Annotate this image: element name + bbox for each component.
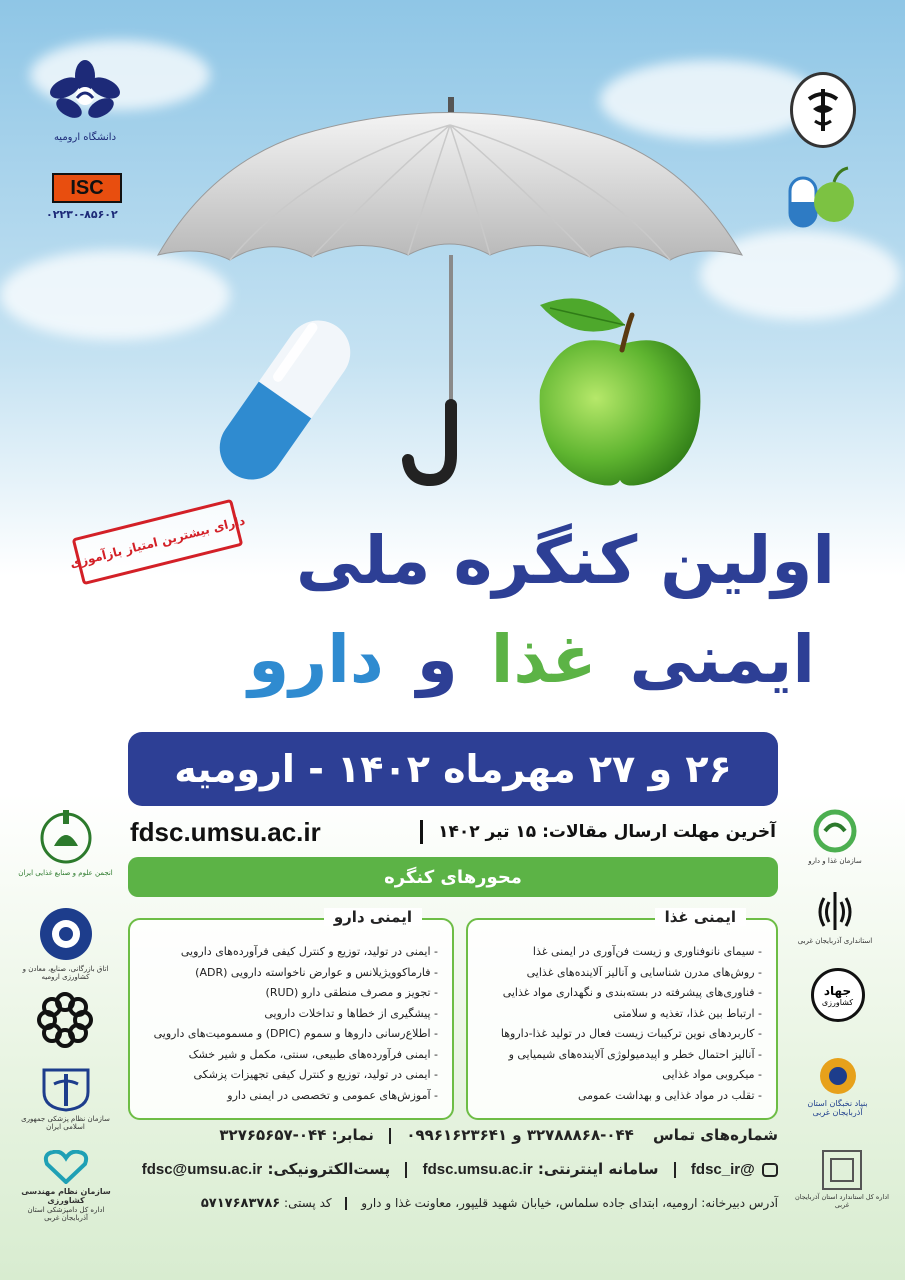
jihad-badge — [811, 968, 865, 1022]
left-caption-4: سازمان نظام پزشکی جمهوری اسلامی ایران — [21, 1115, 110, 1131]
list-item: - آموزش‌های عمومی و تخصصی در ایمنی دارو — [144, 1086, 438, 1107]
food-safety-box — [466, 908, 778, 1120]
contact-phones-row — [128, 1126, 778, 1144]
deadline-divider — [420, 820, 423, 844]
food-safety-list — [482, 942, 762, 1106]
list-item: - تقلب در مواد غذایی و بهداشت عمومی — [482, 1086, 762, 1107]
iran-emblem-icon — [812, 888, 858, 934]
right-caption-5: اداره کل استاندارد استان آذربایجان غربی — [795, 1193, 889, 1209]
stamp-text: دارای بیشترین امتیاز بازآموزی — [68, 513, 247, 571]
divider — [405, 1162, 407, 1178]
drug-safety-box — [128, 908, 454, 1120]
medical-council-emblem-icon — [40, 1066, 92, 1112]
list-item: - سیمای نانوفناوری و زیست فن‌آوری در ایمنی غذا — [482, 942, 762, 963]
drug-safety-list — [144, 942, 438, 1106]
right-caption-1: سازمان غذا و دارو — [808, 857, 862, 865]
list-item: - میکروبی مواد غذایی — [482, 1065, 762, 1086]
title-line2 — [248, 618, 815, 702]
title-word-and: و — [416, 621, 458, 698]
email-address[interactable]: fdsc@umsu.ac.ir — [141, 1161, 263, 1178]
list-item: - تجویز و مصرف منطقی دارو (RUD) — [144, 983, 438, 1004]
address-text: آدرس دبیرخانه: ارومیه، ابتدای جاده سلماس، خیابان شهید قلیپور، معاونت غذا و دارو — [361, 1196, 778, 1210]
list-item: - ارتباط بین غذا، تغذیه و سلامتی — [482, 1004, 762, 1025]
axes-title: محورهای کنگره — [384, 866, 522, 888]
list-item: - روش‌های مدرن شناسایی و آنالیز آلاینده‌های غذایی — [482, 963, 762, 984]
university-caption: دانشگاه ارومیه — [53, 132, 117, 143]
right-caption-2: استانداری آذربایجان غربی — [797, 937, 873, 945]
standard-office-logo — [792, 1150, 892, 1209]
list-item: - اطلاع‌رسانی داروها و سموم (DPIC) و مسمومیت‌های دارویی — [144, 1024, 438, 1045]
fax-number[interactable]: ۰۴۴-۳۲۷۶۵۶۵۷ — [219, 1126, 327, 1144]
fda-emblem-icon — [810, 808, 860, 854]
deadline-url[interactable]: fdsc.umsu.ac.ir — [130, 816, 321, 847]
right-caption-4: بنیاد نخبگان استان آذربایجان غربی — [807, 1099, 868, 1117]
list-item: - فناوری‌های پیشرفته در بسته‌بندی و نگهداری مواد غذایی — [482, 983, 762, 1004]
date-banner — [128, 732, 778, 806]
elite-emblem-icon — [818, 1056, 858, 1096]
postal-code: ۵۷۱۷۶۸۳۷۸۶ — [200, 1196, 281, 1211]
left-caption-2: اتاق بازرگانی، صنایع، معادن و کشاورزی ارومیه — [22, 965, 109, 981]
veterinary-logo — [14, 1150, 118, 1222]
chamber-emblem-icon — [38, 906, 94, 962]
standard-emblem-icon — [822, 1150, 862, 1190]
food-drug-icon — [786, 160, 856, 230]
agriculture-word: کشاورزی — [821, 997, 854, 1007]
chat-icon — [762, 1163, 778, 1177]
deadline-text: آخرین مهلت ارسال مقالات: ۱۵ تیر ۱۴۰۲ — [438, 822, 776, 842]
medical-university-logo — [790, 72, 856, 148]
list-item: - پیشگیری از خطاها و تداخلات دارویی — [144, 1004, 438, 1025]
heart-emblem-icon — [43, 1150, 89, 1184]
phone-numbers[interactable]: ۰۴۴-۳۲۷۸۸۸۶۸ و ۰۹۹۶۱۶۲۳۶۴۱ — [406, 1126, 634, 1144]
contact-address-row — [128, 1196, 778, 1211]
food-safety-title: ایمنی غذا — [655, 908, 746, 926]
left-caption-1: انجمن علوم و صنایع غذایی ایران — [18, 869, 113, 877]
phone-label: شماره‌های تماس — [653, 1126, 778, 1144]
left-caption-5a: سازمان نظام مهندسی کشاورزی — [21, 1187, 111, 1205]
divider — [389, 1128, 391, 1144]
contact-web-row — [128, 1160, 778, 1178]
title-line1: اولین کنگره ملی — [295, 522, 835, 599]
social-handle[interactable]: @fdsc_ir — [690, 1161, 755, 1178]
divider — [674, 1162, 676, 1178]
title-word-food: غذا — [490, 621, 597, 698]
list-item: - فارماکوویژیلانس و عوارض ناخواسته دارویی (ADR) — [144, 963, 438, 984]
list-item: - آنالیز احتمال خطر و اپیدمیولوژی آلاینده‌های شیمیایی و — [482, 1045, 762, 1066]
fax-label: نمابر: — [331, 1126, 374, 1144]
axes-banner — [128, 857, 778, 897]
food-drug-org-logo — [800, 808, 870, 865]
knot-logo — [30, 990, 100, 1050]
governorate-logo — [795, 888, 875, 945]
list-item: - کاربردهای نوین ترکیبات زیست فعال در تولید غذا-داروها — [482, 1024, 762, 1045]
deadline-row — [130, 815, 780, 849]
jihad-word: جهاد — [823, 983, 852, 998]
isc-badge — [52, 173, 122, 203]
drug-safety-title: ایمنی دارو — [324, 908, 422, 926]
title-word-drug: دارو — [248, 621, 384, 698]
elite-foundation-logo — [795, 1056, 880, 1117]
isc-code: ۰۲۲۳۰-۸۵۶۰۲ — [46, 208, 118, 221]
email-label: پست‌الکترونیکی: — [267, 1160, 391, 1178]
list-item: - ایمنی در تولید، توزیع و کنترل کیفی تجهیزات پزشکی — [144, 1065, 438, 1086]
apple-icon — [530, 290, 710, 490]
capsule-icon — [205, 310, 365, 490]
association-emblem-icon — [38, 806, 94, 866]
left-caption-5b: اداره کل دامپزشکی استان آذربایجان غربی — [27, 1206, 105, 1222]
list-item: - ایمنی فرآورده‌های طبیعی، سنتی، مکمل و شیر خشک — [144, 1045, 438, 1066]
postal-label: کد پستی: — [284, 1196, 332, 1210]
web-url[interactable]: fdsc.umsu.ac.ir — [422, 1161, 533, 1178]
university-logo — [40, 58, 130, 158]
medical-council-logo — [18, 1066, 113, 1131]
web-label: سامانه اینترنتی: — [537, 1160, 659, 1178]
knot-emblem-icon — [35, 990, 95, 1050]
caduceus-icon — [801, 85, 845, 135]
list-item: - ایمنی در تولید، توزیع و کنترل کیفی فرآورده‌های دارویی — [144, 942, 438, 963]
stamp-badge — [68, 499, 247, 585]
jihad-agriculture-logo — [800, 968, 875, 1022]
isc-label: ISC — [70, 176, 104, 199]
food-science-association-logo — [18, 806, 113, 877]
divider — [345, 1197, 347, 1210]
university-flower-icon — [45, 58, 125, 128]
title-word-safety: ایمنی — [629, 621, 815, 698]
chamber-of-commerce-logo — [18, 906, 113, 981]
date-text: ۲۶ و ۲۷ مهرماه ۱۴۰۲ - ارومیه — [174, 747, 732, 791]
